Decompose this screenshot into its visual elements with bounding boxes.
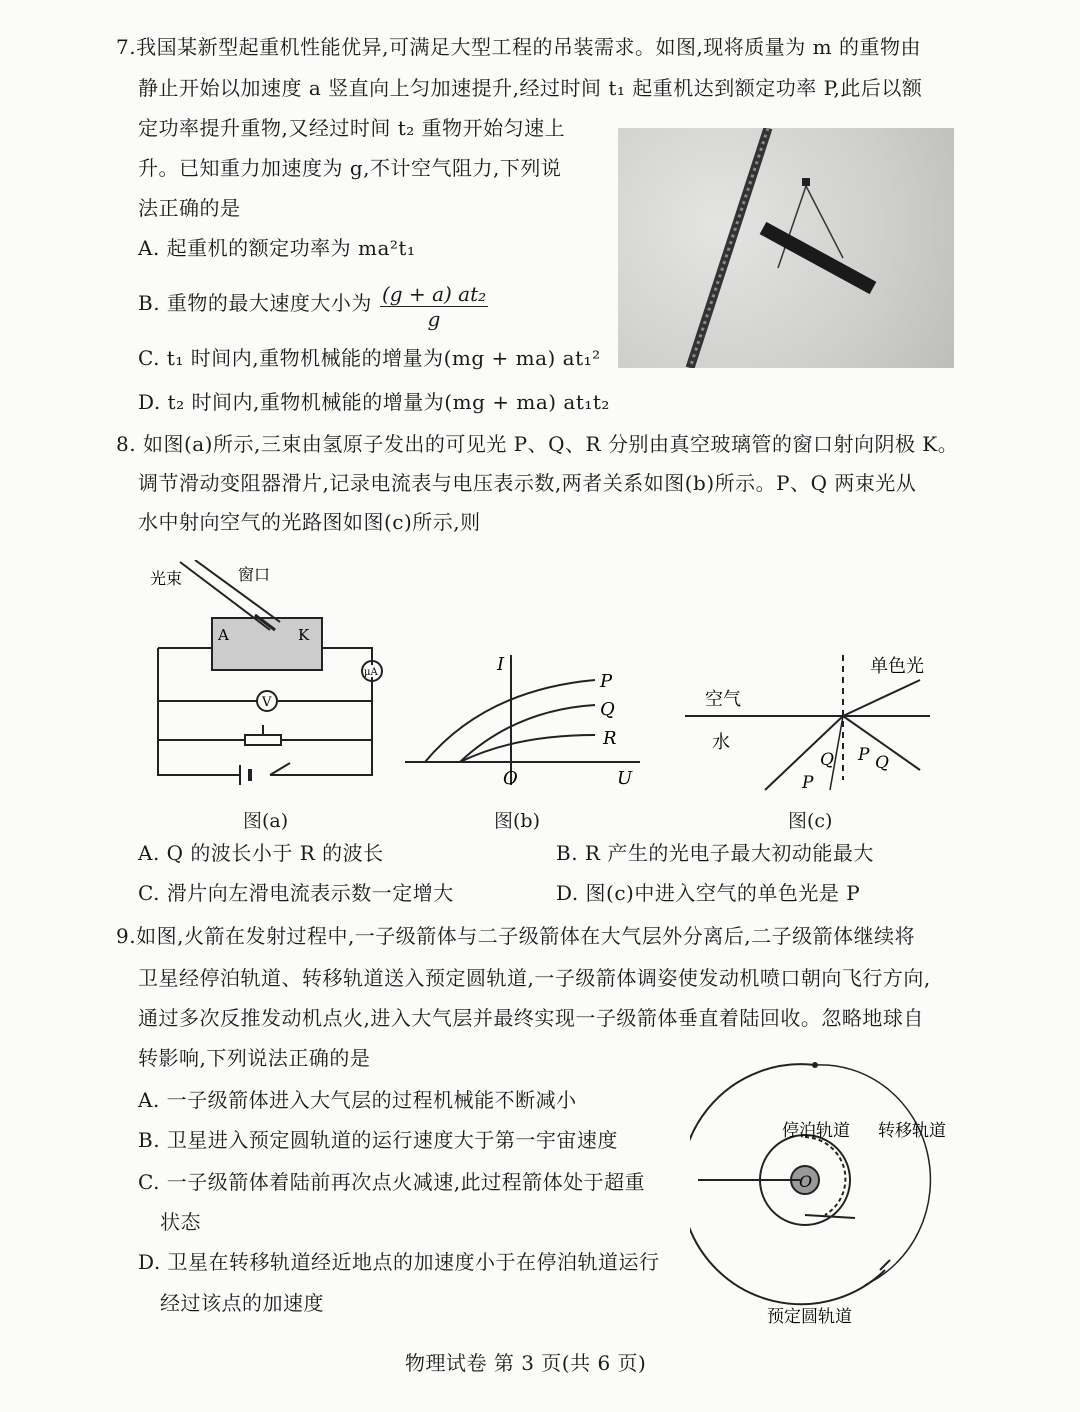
water-label: 水 <box>712 732 730 753</box>
crane-illustration <box>618 128 954 368</box>
q7-stem-line: 定功率提升重物,又经过时间 t₂ 重物开始匀速上 <box>138 116 566 140</box>
fraction-numerator: (g + a) at₂ <box>382 282 487 306</box>
figure-c-refraction <box>680 650 940 800</box>
page-footer: 物理试卷 第 3 页(共 6 页) <box>405 1351 647 1375</box>
fraction-denominator: g <box>427 307 441 331</box>
q9-option-c-cont: 状态 <box>160 1210 201 1234</box>
mono-light-label: 单色光 <box>870 656 924 677</box>
figure-c-caption: 图(c) <box>788 810 833 832</box>
parking-orbit-label: 停泊轨道 <box>782 1121 850 1141</box>
q9-stem-line: 转影响,下列说法正确的是 <box>138 1046 371 1070</box>
ammeter-label: μA <box>364 667 378 678</box>
q7-option-b: B. 重物的最大速度大小为 <box>138 291 372 315</box>
q9-stem-line: 卫星经停泊轨道、转移轨道送入预定圆轨道,一子级箭体调姿使发动机喷口朝向飞行方向, <box>138 966 931 990</box>
ray-q-label: Q <box>820 750 834 770</box>
figure-b-graph <box>405 650 645 790</box>
transfer-orbit-label: 转移轨道 <box>878 1121 946 1141</box>
earth-center-label: O <box>799 1172 813 1191</box>
voltmeter-label: V <box>262 695 272 710</box>
ray-p-label: P <box>802 773 814 793</box>
q7-option-b-fraction <box>380 282 488 331</box>
curve-r-label: R <box>603 728 617 749</box>
q9-stem-line: 通过多次反推发动机点火,进入大气层并最终实现一子级箭体垂直着陆回收。忽略地球自 <box>138 1006 924 1030</box>
anode-label: A <box>218 626 229 644</box>
q9-option-a: A. 一子级箭体进入大气层的过程机械能不断减小 <box>138 1088 577 1112</box>
curve-q-label: Q <box>600 699 615 720</box>
q8-option-c: C. 滑片向左滑电流表示数一定增大 <box>138 881 454 905</box>
q7-stem-line: 法正确的是 <box>138 196 241 220</box>
q8-stem-line: 水中射向空气的光路图如图(c)所示,则 <box>138 510 481 534</box>
q8-stem-line: 8. 如图(a)所示,三束由氢原子发出的可见光 P、Q、R 分别由真空玻璃管的窗口射向阴极 K。 <box>116 432 959 456</box>
q7-stem-line: 升。已知重力加速度为 g,不计空气阻力,下列说 <box>138 156 562 180</box>
target-orbit-label: 预定圆轨道 <box>767 1307 852 1327</box>
q7-stem-line: 7.我国某新型起重机性能优异,可满足大型工程的吊装需求。如图,现将质量为 m 的重物由 <box>116 35 921 59</box>
q7-option-d: D. t₂ 时间内,重物机械能的增量为(mg + ma) at₁t₂ <box>138 390 610 414</box>
q9-option-b: B. 卫星进入预定圆轨道的运行速度大于第一宇宙速度 <box>138 1128 618 1152</box>
q8-option-a: A. Q 的波长小于 R 的波长 <box>138 841 384 865</box>
q7-option-c: C. t₁ 时间内,重物机械能的增量为(mg + ma) at₁² <box>138 346 601 370</box>
window-label: 窗口 <box>238 565 271 584</box>
q7-option-a: A. 起重机的额定功率为 ma²t₁ <box>138 236 416 260</box>
q9-option-d-cont: 经过该点的加速度 <box>160 1291 324 1315</box>
q9-orbit-figure <box>690 1055 980 1335</box>
figure-a-circuit <box>140 560 400 790</box>
axis-i-label: I <box>497 654 505 675</box>
figure-b-caption: 图(b) <box>494 810 540 832</box>
air-label: 空气 <box>705 689 741 710</box>
q8-option-b: B. R 产生的光电子最大初动能最大 <box>556 841 874 865</box>
q9-option-d: D. 卫星在转移轨道经近地点的加速度小于在停泊轨道运行 <box>138 1250 660 1274</box>
curve-p-label: P <box>600 671 613 692</box>
reflected-p-label: P <box>858 745 870 765</box>
beam-label: 光束 <box>150 569 183 588</box>
q9-stem-line: 9.如图,火箭在发射过程中,一子级箭体与二子级箭体在大气层外分离后,二子级箭体继续将 <box>116 924 916 948</box>
q8-option-d: D. 图(c)中进入空气的单色光是 P <box>556 881 861 905</box>
q9-option-c: C. 一子级箭体着陆前再次点火减速,此过程箭体处于超重 <box>138 1170 646 1194</box>
cathode-label: K <box>298 626 310 644</box>
crane-photo <box>618 128 954 368</box>
reflected-q-label: Q <box>875 753 889 773</box>
axis-u-label: U <box>617 768 633 789</box>
origin-label: O <box>503 768 518 789</box>
q7-stem-line: 静止开始以加速度 a 竖直向上匀加速提升,经过时间 t₁ 起重机达到额定功率 P,此后以额 <box>138 76 923 100</box>
q8-stem-line: 调节滑动变阻器滑片,记录电流表与电压表示数,两者关系如图(b)所示。P、Q 两束光从 <box>138 471 917 495</box>
figure-a-caption: 图(a) <box>243 810 289 832</box>
